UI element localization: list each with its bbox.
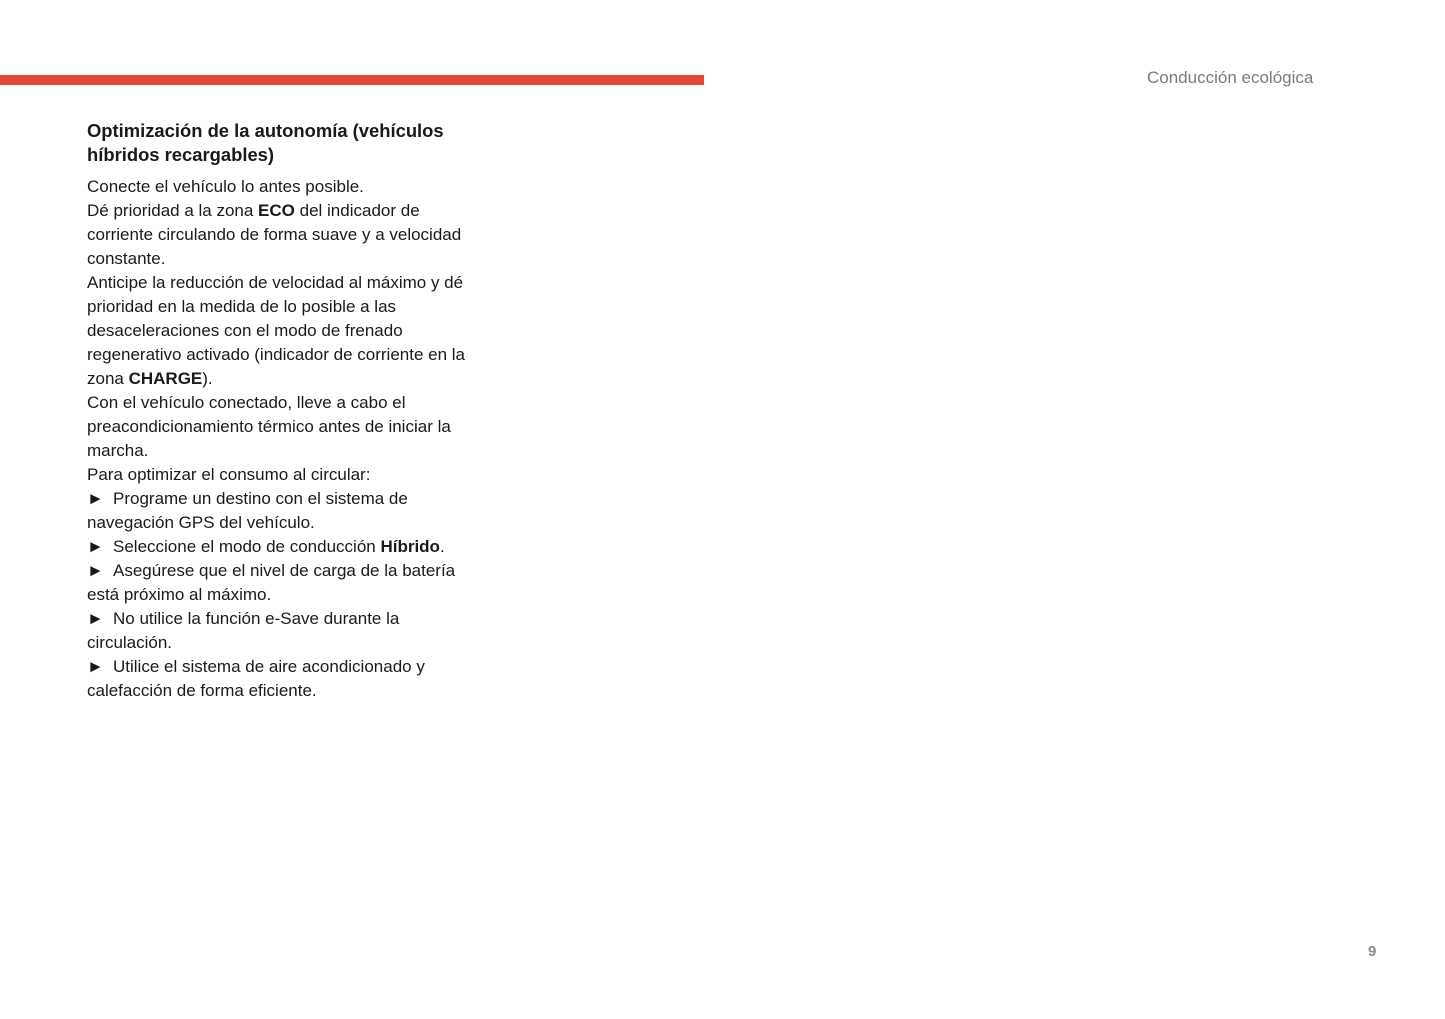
hybrid-term: Híbrido	[380, 537, 440, 556]
bullet-item: ► Asegúrese que el nivel de carga de la batería está próximo al máximo.	[87, 561, 456, 604]
main-content	[87, 119, 487, 703]
bullet-item: ► Utilice el sistema de aire acondicionado y calefacción de forma eficiente.	[87, 657, 425, 700]
bullet-item: ► Programe un destino con el sistema de navegación GPS del vehículo.	[87, 489, 408, 532]
eco-term: ECO	[258, 201, 295, 220]
paragraph: Dé prioridad a la zona ECO del indicador de corriente circulando de forma suave y a velocidad constante.	[87, 201, 462, 268]
bullet-arrow-icon: ►	[87, 537, 104, 556]
charge-term: CHARGE	[128, 369, 203, 388]
bullet-arrow-icon: ►	[87, 489, 104, 508]
bullet-arrow-icon: ►	[87, 561, 104, 580]
paragraph: Conecte el vehículo lo antes posible.	[87, 177, 364, 196]
page-heading: Optimización de la autonomía (vehículos híbridos recargables)	[87, 120, 444, 165]
bullet-arrow-icon: ►	[87, 657, 104, 676]
bullet-arrow-icon: ►	[87, 609, 104, 628]
header-accent-bar	[0, 75, 704, 85]
paragraph: Para optimizar el consumo al circular:	[87, 465, 371, 484]
section-title: Conducción ecológica	[1147, 68, 1314, 87]
bullet-item: ► No utilice la función e-Save durante la circulación.	[87, 609, 400, 652]
page-number: 9	[1368, 943, 1377, 960]
paragraph: Con el vehículo conectado, lleve a cabo el preacondicionamiento térmico antes de iniciar la marcha.	[87, 393, 451, 460]
paragraph: Anticipe la reducción de velocidad al máximo y dé prioridad en la medida de lo posible a las desaceleraciones con el modo de frenado regenerativo activado (indicador de corriente en la zona CHARGE).	[87, 273, 466, 388]
bullet-item: ► Seleccione el modo de conducción Híbrido.	[87, 535, 487, 559]
